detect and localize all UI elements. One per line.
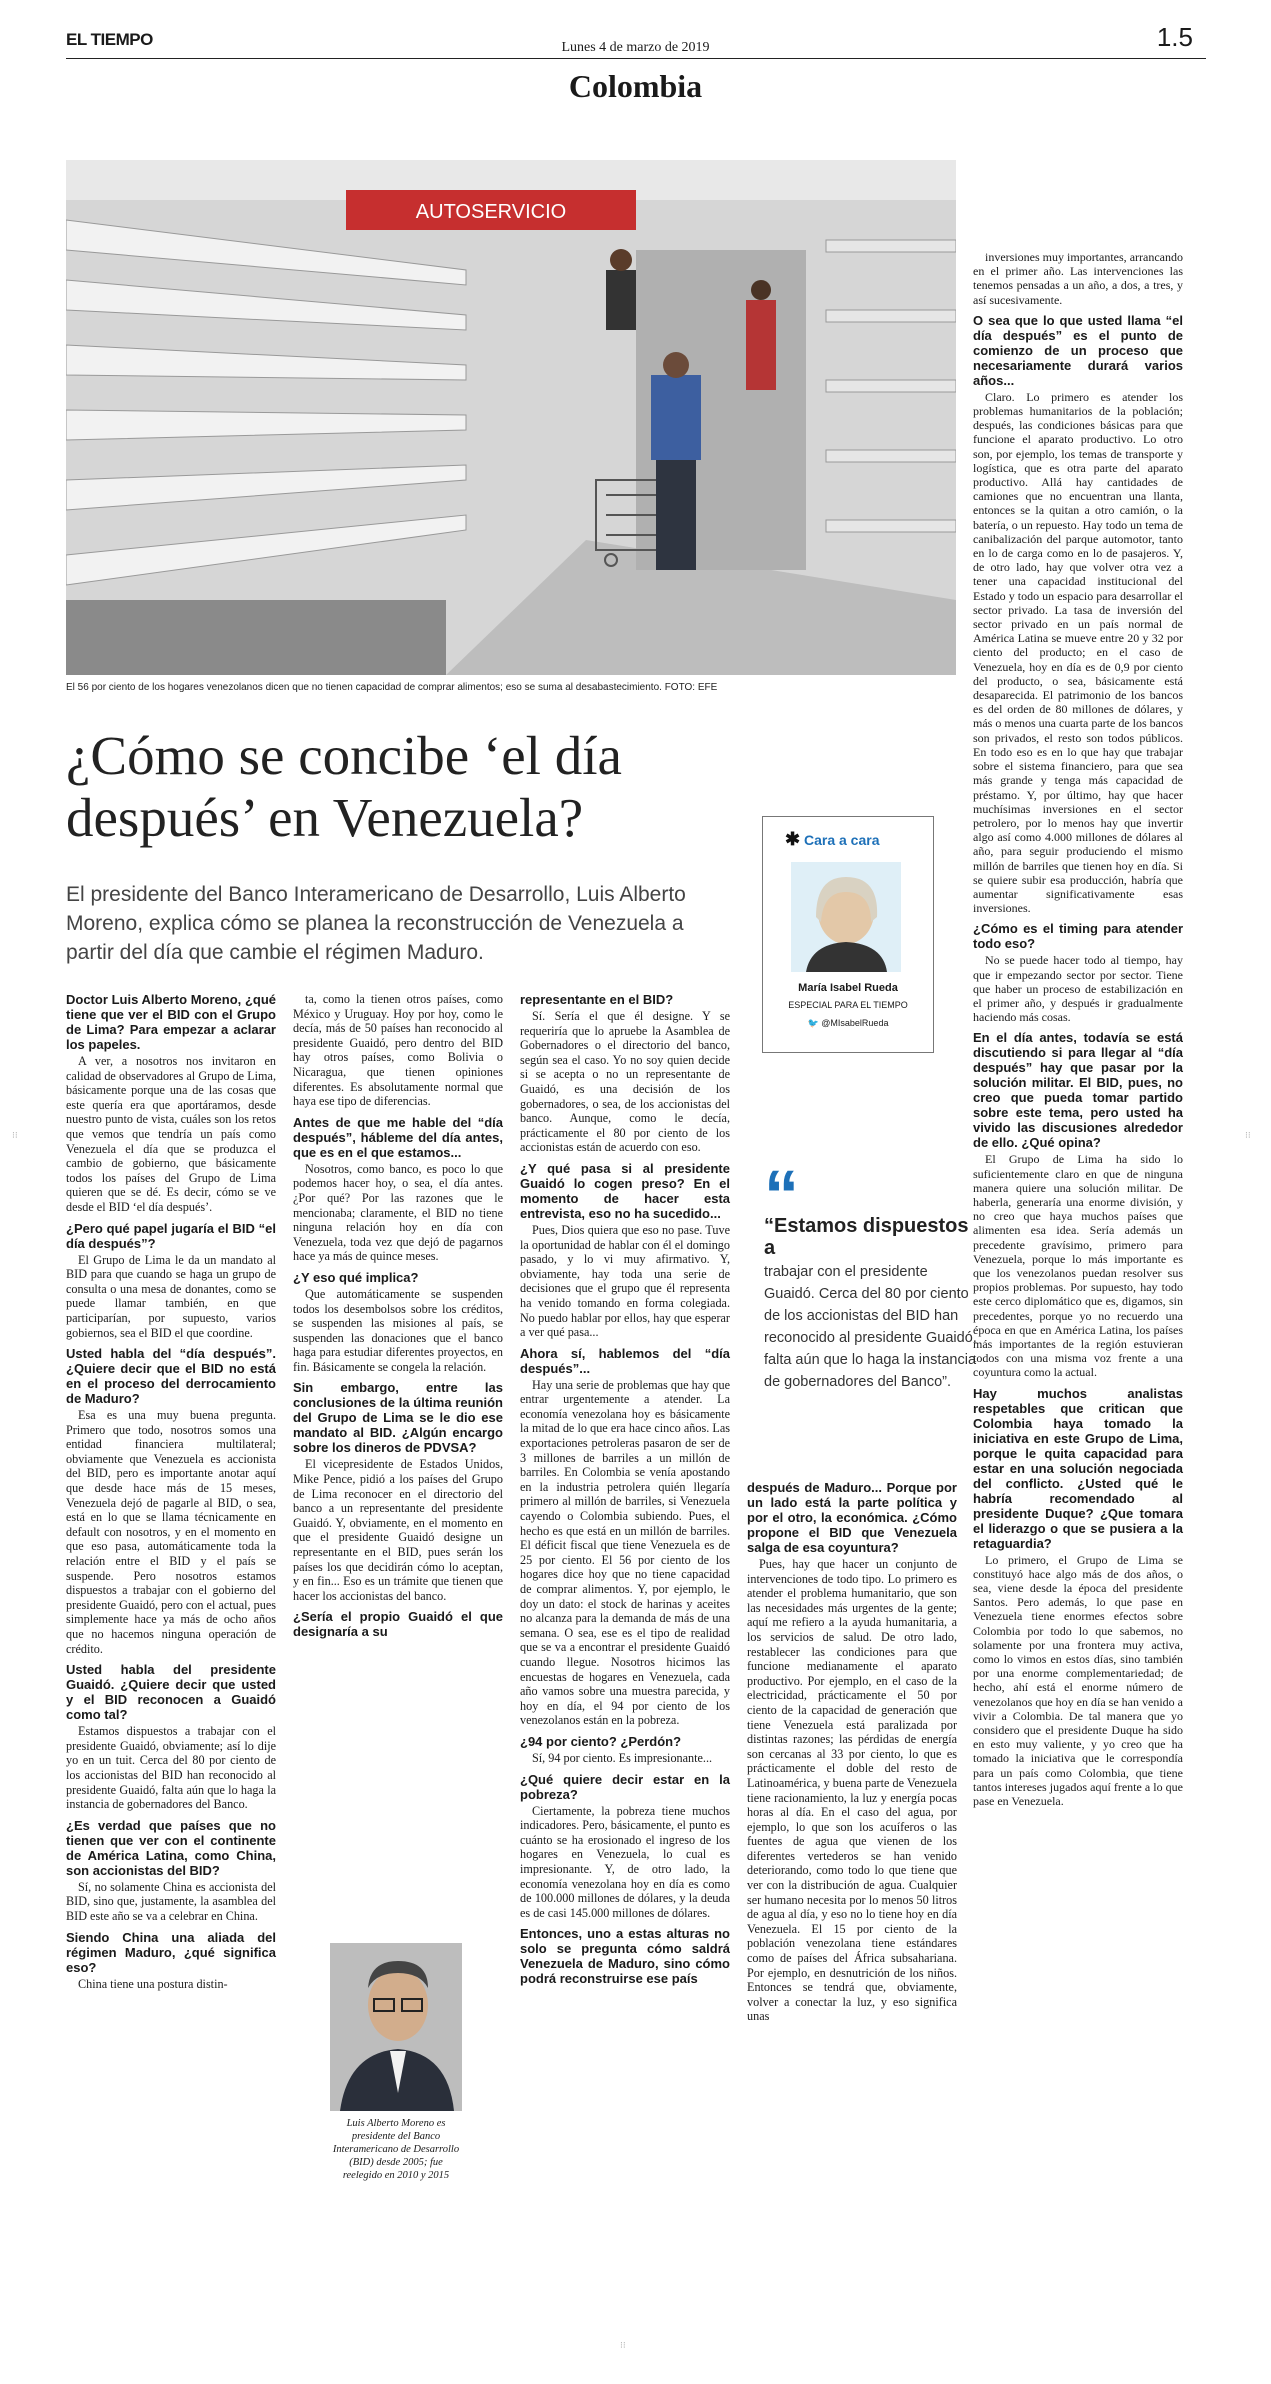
interview-answer: Sí, 94 por ciento. Es impresionante... [532,1750,713,1765]
pull-quote-lead: “Estamos dispuestos a [764,1215,969,1259]
interview-question: Usted habla del presidente Guaidó. ¿Quiere decir que usted y el BID reconocen a Guaidó como tal? [66,1662,276,1723]
interview-question: ¿Y qué pasa si al presidente Guaidó lo cogen preso? En el momento de hacer esta entrevista, eso no ha sucedido... [520,1160,730,1221]
author-handle-text: @MIsabelRueda [821,1018,889,1028]
interview-answer: Pues, Dios quiera que eso no pase. Tuve la oportunidad de hablar con él el domingo pasado, y lo vi muy afirmativo. Y, obviamente, hay toda una serie de decisiones que el grupo que él representa ha venido tomando en forma colegiada. No puedo hablar por ellos, hay que esperar a ver qué pasa... [520,1222,730,1340]
headline: ¿Cómo se concibe ‘el día después’ en Venezuela? [66,725,622,848]
interview-question: Ahora sí, hablemos del “día después”... [520,1345,730,1376]
interview-answer: China tiene una postura distin- [78,1976,228,1991]
author-handle[interactable] [763,1018,933,1029]
interview-question: O sea que lo que usted llama “el día después” es el punto de comienzo de un proceso que necesariamente durará varios años... [973,312,1183,388]
interview-answer: Ciertamente, la pobreza tiene muchos indicadores. Pero, básicamente, el punto es cuánto se ha erosionado el ingreso de los hogares en Venezuela, lo cual es impresionante. Y, de otro lado, la economía venezolana hoy en día es como de 100.000 millones de dólares, y la deuda es de casi 145.000 millones de dólares. [520,1803,730,1920]
inset-photo [330,1943,462,2111]
interview-answer: El Grupo de Lima ha sido lo suficientemente claro en que de ninguna manera quiere una solución militar. De haberla, generaría una enorme división, y no creo que haya muchos países que alimenten esa idea. Sería además un precedente gravísimo, primero para Venezuela, porque lo más importante es que los venezolanos puedan resolver sus propios problemas. Por supuesto, hay todo este cerco diplomático que es, digamos, sin precedentes, porque yo no recuerdo una época en que en América Latina, los países más importantes de la región estuvieran todos con una misma voz frente a una coyuntura como la actual. [973,1152,1183,1380]
twitter-icon: 🐦 [807,1018,819,1028]
header-rule [66,58,1206,59]
column-tag-label: Cara a cara [803,832,880,848]
interview-answer: Sí. Sería el que él designe. Y se requeriría que lo apruebe la Asamblea de Gobernadores o el directorio del banco, según sea el caso. Yo no soy quien decide si se acepta o no un representante de Guaidó, es una decisión de los gobernadores, o sea, de los accionistas del banco. Aunque, como le decía, prácticamente el 80 por ciento de los accionistas están de acuerdo con eso. [520,1009,730,1155]
supermarket-illustration [66,160,956,675]
interview-question: Doctor Luis Alberto Moreno, ¿qué tiene que ver el BID con el Grupo de Lima? Para empezar a aclarar los papeles. [66,992,276,1052]
interview-question: Sin embargo, entre las conclusiones de la última reunión del Grupo de Lima se le dio ese mandato al BID. ¿Algún encargo sobre los dineros de PDVSA? [293,1380,503,1456]
quote-mark-icon: “ [764,1156,799,1234]
interview-answer: Esa es una muy buena pregunta. Primero que todo, nosotros somos una entidad financiera multilateral; obviamente que Venezuela es accionista del BID, pero es importante anotar aquí que desde hace más de 15 meses, Venezuela dejó de pagarle al BID, o sea, está en lo que se llama técnicamente en default con nosotros, y en el momento en que eso pasa, automáticamente toda la relación entre el BID y el país se suspende. Pero nosotros estamos dispuestos a trabajar con el gobierno del presidente Guaidó, pero con el actual, pues simplemente hace ya más de ocho años que no hacemos ninguna operación de crédito. [66,1408,276,1656]
interview-answer: El Grupo de Lima le da un mandato al BID para que cuando se haga un grupo de consulta o una mesa de donantes, como se puede llamar también, en que participarían, por supuesto, varios gobiernos, sea el BID el que coordine. [66,1252,276,1340]
section-title: Colombia [568,68,703,104]
interview-question: Entonces, uno a estas alturas no solo se pregunta cómo saldrá Venezuela de Maduro, sino cómo podrá reconstruirse ese país [520,1926,730,1987]
masthead: EL TIEMPO [66,30,153,49]
interview-question: Usted habla del “día después”. ¿Quiere decir que el BID no está en el proceso del derrocamiento de Maduro? [66,1346,276,1407]
article-column-5 [973,250,1183,1808]
interview-answer: Lo primero, el Grupo de Lima se constituyó hace algo más de dos años, o sea, viene desde la época del presidente Santos. Pero además, lo que pase en Venezuela tiene enormes efectos sobre Colombia por todo lo que sabemos, no solamente por una frontera muy activa, como lo vimos en estos días, sino también por una enorme complementariedad; de hecho, ahí está el enorme número de venezolanos que hoy en día se han venido a vivir a Colombia. De tal manera que yo considero que el presidente Duque ha sido en esto muy valiente, y yo creo que ha tomado la iniciativa que le correspondía para un país como Colombia, que tiene tantos intereses jugados aquí frente a lo que pase en Venezuela. [973,1552,1183,1809]
interview-question: representante en el BID? [520,992,674,1007]
article-column-2 [293,992,503,1641]
interview-question: Siendo China una aliada del régimen Maduro, ¿qué significa eso? [66,1929,276,1975]
dek: El presidente del Banco Interamericano de Desarrollo, Luis Alberto Moreno, explica cómo se planea la reconstrucción de Venezuela a partir del día que cambie el régimen Maduro. [66,883,686,964]
interview-question: Antes de que me hable del “día después”, hábleme del día antes, que es en el que estamos... [293,1114,503,1160]
interview-question: Hay muchos analistas respetables que critican que Colombia haya tomado la iniciativa en este Grupo de Lima, porque le quita capacidad para estar en una solución negociada del conflicto. ¿Usted qué le habría recomendado al presidente Duque? ¿Que tomara el liderazgo o que se pusiera a la retaguardia? [973,1385,1183,1551]
author-portrait [791,862,901,972]
interview-answer: inversiones muy importantes, arrancando en el primer año. Las intervenciones las tenemos pensadas a un año, a dos, a tres, y así sucesivamente. [973,250,1183,307]
interview-question: ¿Cómo es el timing para atender todo eso? [973,921,1183,952]
interview-question: ¿94 por ciento? ¿Perdón? [520,1733,682,1749]
author-box [762,816,934,1053]
page-number: 1.5 [1156,22,1193,52]
column-tag [785,829,880,850]
pull-quote [764,1156,979,1393]
interview-question: En el día antes, todavía se está discutiendo si para llegar al “día después” hay que pasar por la solución militar. El BID, pues, no creo que pueda tomar partido sobre este tema, pero usted ha vivido las discusiones alrededor de ello. ¿Qué opina? [973,1030,1183,1151]
interview-answer: El vicepresidente de Estados Unidos, Mike Pence, pidió a los países del Grupo de Lima reconocer en el directorio del banco a un representante del presidente Guaidó. Y, obviamente, en el momento en que el presidente Guaidó designe un representante en el BID, pues serán los países los que decidirán cómo lo aceptan, y en fin... Eso es un trámite que tienen que hacer los accionistas del banco. [293,1457,503,1603]
interview-answer: Que automáticamente se suspenden todos los desembolsos sobre los créditos, se suspenden las misiones al país, se suspenden las donaciones que el banco haga para estudiar diferentes proyectos, en fin. Básicamente se congela la relación. [293,1286,503,1374]
asterisk-icon: ✱ [785,829,801,849]
interview-question: después de Maduro... Porque por un lado está la parte política y por el otro, la económica. ¿Cómo propone el BID que Venezuela salga de esa coyuntura? [747,1480,957,1555]
interview-answer: ta, como la tienen otros países, como México y Uruguay. Hoy por hoy, como le decía, más de 50 países han reconocido al presidente Guaidó, pero dentro del BID hay otros países, como Bolivia o Nicaragua, que tienen opiniones diferentes. Es absolutamente normal que haya ese tipo de diferencias. [293,992,503,1109]
interview-answer: Sí, no solamente China es accionista del BID, sino que, justamente, la asamblea del BID este año se va a celebrar en China. [66,1879,276,1923]
interview-answer: Hay una serie de problemas que hay que entrar urgentemente a atender. La economía venezolana hoy es básicamente la mitad de lo que era hace cinco años. Las exportaciones petroleras pasaron de ser de 3 millones de barriles a un millón de barriles. En Colombia se venía apostando en la industria petrolera quién llegaría primero al millón de barriles, si Venezuela cayendo o Colombia subiendo. Pues, el hecho es que está en un millón de barriles. El déficit fiscal que tiene Venezuela es de 25 por ciento. El 56 por ciento de los hogares dice hoy que no tiene capacidad de comprar alimentos. Y, por ejemplo, le doy un dato: el stock de harinas y aceites no alcanza para la demanda de más de una semana. O sea, ese es el tipo de realidad que se va a encontrar el presidente Guaidó cuando llegue. Nosotros hicimos las encuestas de hogares en Venezuela, cada año vamos sobre una muestra parecida, y hoy en día, el 94 por ciento de los venezolanos están en la pobreza. [520,1377,730,1728]
author-name: María Isabel Rueda [798,982,898,994]
autoservicio-sign: AUTOSERVICIO [415,201,567,223]
interview-question: ¿Y eso qué implica? [293,1269,419,1285]
interview-answer: Nosotros, como banco, es poco lo que podemos hacer hoy, o sea, el día antes. ¿Por qué? Por las razones que le mencionaba; claramente, el BID no tiene ninguna relación hoy en día con Venezuela, toda vez que dejó de pagarnos hace ya más de quince meses. [293,1161,503,1264]
article-column-1 [66,992,276,1991]
photo-caption: El 56 por ciento de los hogares venezolanos dicen que no tienen capacidad de comprar alimentos; eso se suma al desabastecimiento. FOTO: EFE [66,682,718,693]
interview-question: ¿Es verdad que países que no tienen que ver con el continente de América Latina, como China, son accionistas del BID? [66,1817,276,1878]
interview-question: ¿Sería el propio Guaidó el que designaría a su [293,1609,503,1640]
interview-question: ¿Qué quiere decir estar en la pobreza? [520,1771,730,1802]
inset-caption: Luis Alberto Moreno es presidente del Banco Interamericano de Desarrollo (BID) desde 2005; fue reelegido en 2010 y 2015 [332,2118,460,2181]
crop-mark-left: ⁝⁝ [12,1130,18,1140]
article-column-3 [520,992,730,1988]
crop-mark-right: ⁝⁝ [1245,1130,1251,1140]
lead-photo [66,160,956,675]
article-column-4 [747,1480,957,2024]
author-role: ESPECIAL PARA EL TIEMPO [788,1000,908,1010]
interview-answer: Claro. Lo primero es atender los problemas humanitarios de la población; después, las condiciones básicas para que funcione el aparato productivo. Lo otro son, por ejemplo, los temas de transporte y logística, que es otra parte del aparato productivo. Allá hay cantidades de camiones que no encuentran una llanta, entonces se la quitan a otro camión, o la batería, o un repuesto. Hay todo un tema de canibalización del parque automotor, tanto en lo de carga como en lo de pasajeros. Y, de otro lado, hay que volver otra vez a tener una capacidad institucional del Estado y todo un espacio para desarrollar el sector privado. La tasa de inversión del sector privado en un país normal de América Latina se mueve entre 20 y 32 por ciento del producto; en el caso de Venezuela, hoy en día es de 0,9 por ciento del producto, o sea, básicamente está desaparecida. El patrimonio de los bancos es del orden de 80 millones de dólares, y más o menos una cuarta parte de los bancos son privados, el resto son todos públicos. En todo eso es en lo que hay que trabajar sobre el sistema financiero, para que sea más grande y tenga más capacidad de préstamo. Y, por último, hay que hacer muchísimas inversiones en el sector petrolero, por lo menos hay que invertir algo así como 4.000 millones de dólares al año, para seguir produciendo el mismo millón de barriles que tienen hoy en día. Si se quiere subir esa producción, habría que aumentar significativamente esas inversiones. [973,389,1183,916]
crop-mark-bottom: ⁝⁝ [620,2340,626,2350]
interview-answer: A ver, a nosotros nos invitaron en calidad de observadores al Grupo de Lima, básicamente porque una de las cosas que este quería era que aportáramos, desde nuestro punto de vista, cuáles son los retos que vemos que tendría un país como Venezuela el día que se produzca el cambio de gobierno, que básicamente todos los países del Grupo de Lima quieren que se dé. Es decir, cómo se ve desde el BID ‘el día después’. [66,1054,276,1214]
dateline: Lunes 4 de marzo de 2019 [561,40,710,55]
interview-answer: Estamos dispuestos a trabajar con el presidente Guaidó, obviamente; así lo dije yo en un tuit. Cerca del 80 por ciento de los accionistas del BID han reconocido al presidente Guaidó, falta aún que lo haga la instancia de gobernadores del Banco. [66,1724,276,1812]
pull-quote-body: trabajar con el presidente Guaidó. Cerca del 80 por ciento de los accionistas del BID han reconocido al presidente Guaidó, falta aún que lo haga la instancia de gobernadores del Banco”. [764,1264,977,1390]
interview-answer: No se puede hacer todo al tiempo, hay que ir empezando sector por sector. Tiene que haber un proceso de estabilización en el primer año, y después ir gradualmente haciendo más cosas. [973,953,1183,1025]
interview-question: ¿Pero qué papel jugaría el BID “el día después”? [66,1220,276,1251]
interview-answer: Pues, hay que hacer un conjunto de intervenciones de todo tipo. Lo primero es atender el problema humanitario, que son las necesidades más urgentes de la gente; aquí me refiero a la ayuda humanitaria, a los servicios de salud. De otro lado, restablecer las condiciones para que funcione medianamente el aparato productivo. Por ejemplo, en el caso de la electricidad, prácticamente el 50 por ciento de la capacidad de generación que tiene Venezuela está paralizada por distintas razones; las pérdidas de energía son cercanas al 33 por ciento, lo que es prácticamente el doble del resto de Latinoamérica, y buena parte de Venezuela tiene racionamiento, la luz y energía pocas horas al día. En el caso del agua, por ejemplo, lo que son los acuíferos o las fuentes de agua que vienen de los diferentes vertederos se han venido deteriorando, como todo lo que tiene que ver con la distribución de agua. Cualquier ser humano necesita por lo menos 50 litros de agua al día, y eso no lo tiene hoy en día Venezuela. El 15 por ciento de la población venezolana tiene estándares como de países del África subsahariana. Por ejemplo, en desnutrición de los niños. Entonces se tendrá que, obviamente, volver a conectar la luz, y eso significa unas [747,1557,957,2024]
